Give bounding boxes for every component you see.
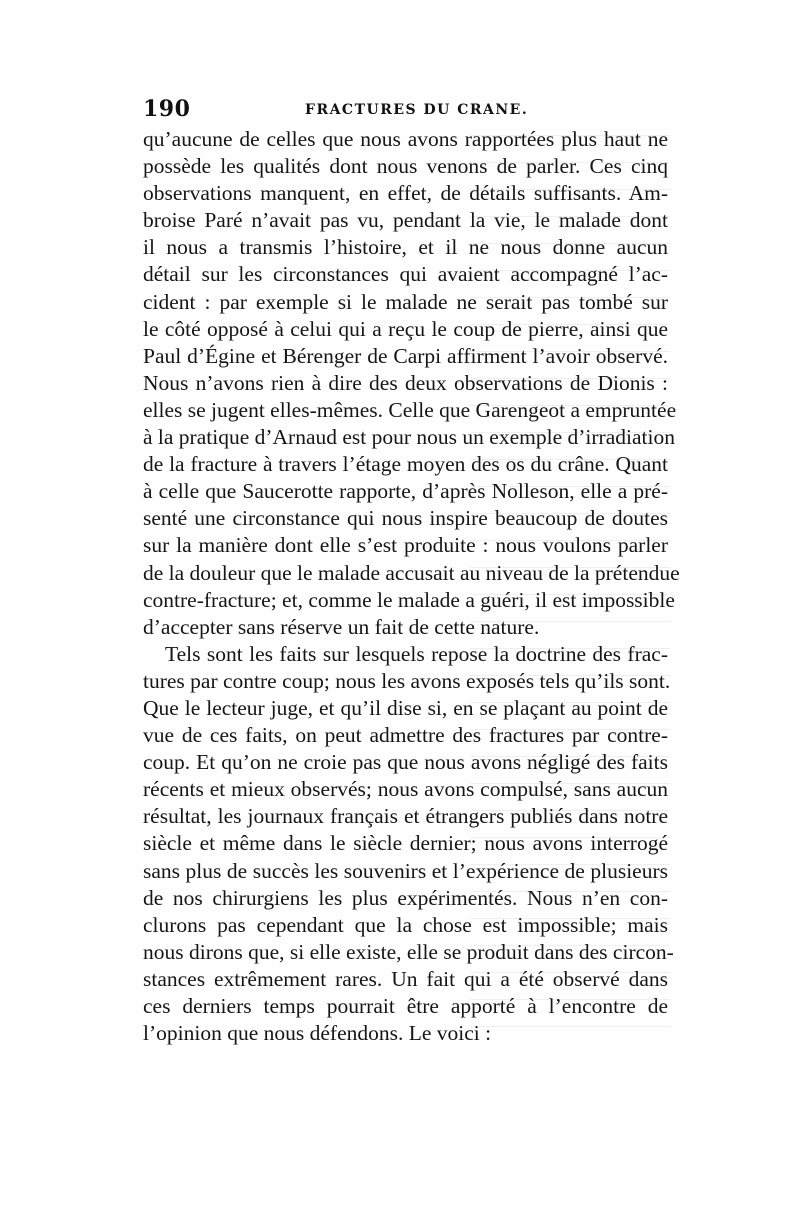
- text-line: à celle que Saucerotte rapporte, d’après Nolleson, elle a pré-: [143, 479, 668, 504]
- text-line: récents et mieux observés; nous avons compulsé, sans aucun: [143, 777, 668, 802]
- text-line: il nous a transmis l’histoire, et il ne nous donne aucun: [143, 235, 668, 260]
- text-line: stances extrêmement rares. Un fait qui a été observé dans: [143, 966, 668, 991]
- text-line: à la pratique d’Arnaud est pour nous un exemple d’irradiation: [143, 425, 675, 450]
- text-line: le côté opposé à celui qui a reçu le coup de pierre, ainsi que: [143, 316, 668, 341]
- text-line: senté une circonstance qui nous inspire beaucoup de doutes: [143, 506, 668, 531]
- body-text: [143, 126, 680, 1047]
- paragraph-end-line: d’accepter sans réserve un fait de cette nature.: [143, 614, 540, 639]
- text-line: coup. Et qu’on ne croie pas que nous avons négligé des faits: [143, 750, 668, 775]
- text-line: sur la manière dont elle s’est produite : nous voulons parler: [143, 533, 668, 558]
- text-line: qu’aucune de celles que nous avons rapportées plus haut ne: [143, 127, 668, 151]
- text-line: ces derniers temps pourrait être apporté à l’encontre de: [143, 994, 668, 1018]
- text-line: Paul d’Égine et Bérenger de Carpi affirment l’avoir observé.: [143, 343, 668, 368]
- text-line: sans plus de succès les souvenirs et l’expérience de plusieurs: [143, 858, 668, 883]
- running-title: FRACTURES DU CRANE.: [305, 102, 529, 118]
- text-line: possède les qualités dont nous venons de parler. Ces cinq: [143, 154, 668, 179]
- text-line: clurons pas cependant que la chose est impossible; mais: [143, 912, 668, 937]
- text-line: Que le lecteur juge, et qu’il dise si, en se plaçant au point de: [143, 695, 668, 720]
- text-line: vue de ces faits, on peut admettre des fractures par contre-: [143, 723, 668, 748]
- paragraph-end-line: l’opinion que nous défendons. Le voici :: [143, 1021, 492, 1046]
- page-header: [143, 96, 668, 126]
- text-line: de la douleur que le malade accusait au niveau de la prétendue: [143, 560, 680, 585]
- text-line: cident : par exemple si le malade ne serait pas tombé sur: [143, 289, 668, 314]
- text-line: broise Paré n’avait pas vu, pendant la vie, le malade dont: [143, 208, 668, 233]
- text-line: contre-fracture; et, comme le malade a guéri, il est impossible: [143, 587, 675, 612]
- paragraph-start-line: Tels sont les faits sur lesquels repose la doctrine des frac-: [165, 641, 668, 666]
- text-line: tures par contre coup; nous les avons exposés tels qu’ils sont.: [143, 668, 671, 693]
- text-line: elles se jugent elles-mêmes. Celle que Garengeot a empruntée: [143, 397, 677, 422]
- text-line: détail sur les circonstances qui avaient accompagné l’ac-: [143, 262, 668, 287]
- text-line: résultat, les journaux français et étrangers publiés dans notre: [143, 804, 668, 829]
- text-line: siècle et même dans le siècle dernier; nous avons interrogé: [143, 831, 668, 856]
- text-line: nous dirons que, si elle existe, elle se produit dans des circon-: [143, 939, 674, 964]
- page-number: 190: [143, 96, 191, 122]
- text-line: observations manquent, en effet, de détails suffisants. Am-: [143, 181, 668, 206]
- text-line: de la fracture à travers l’étage moyen des os du crâne. Quant: [143, 452, 668, 477]
- text-line: de nos chirurgiens les plus expérimentés. Nous n’en con-: [143, 885, 668, 910]
- text-line: Nous n’avons rien à dire des deux observations de Dionis :: [143, 370, 668, 395]
